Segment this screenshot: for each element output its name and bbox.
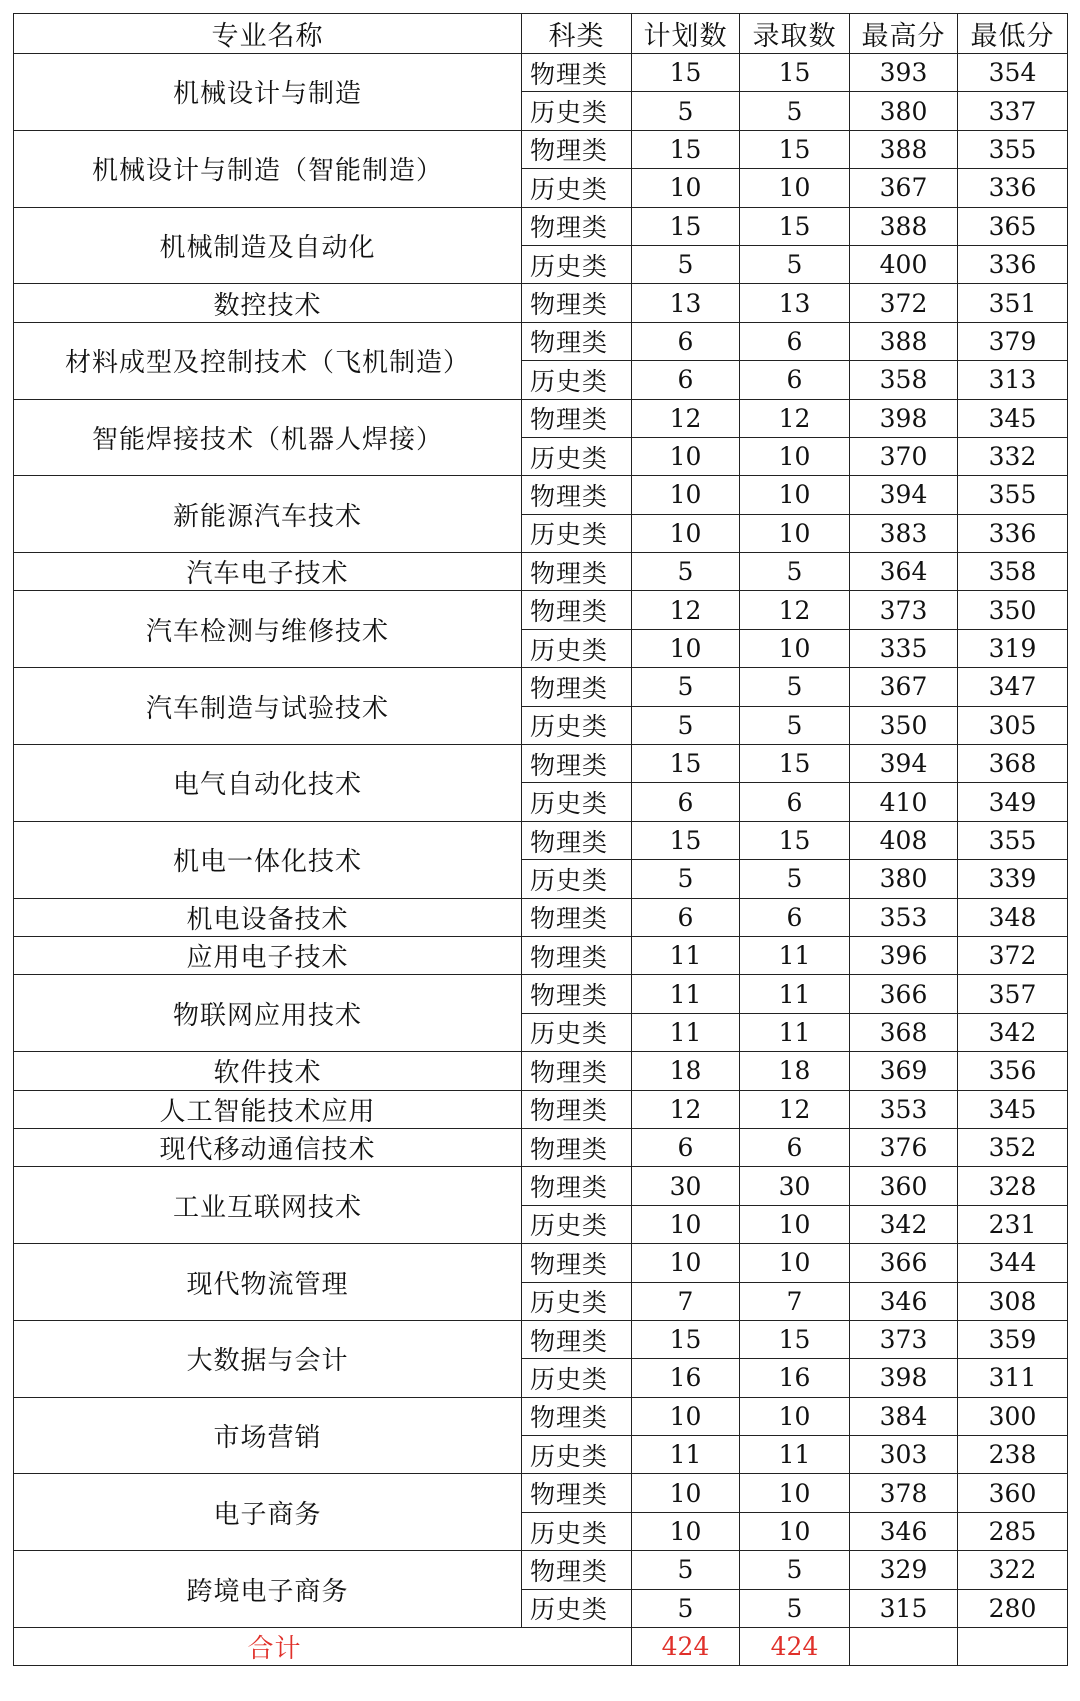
table-row <box>14 207 1068 245</box>
plan-count-cell: 6 <box>632 783 740 821</box>
header-category: 科类 <box>522 14 632 54</box>
admitted-count-cell: 12 <box>740 1090 850 1128</box>
category-cell: 历史类 <box>522 1589 632 1627</box>
max-score-cell: 315 <box>850 1589 958 1627</box>
max-score-cell: 400 <box>850 245 958 283</box>
min-score-cell: 379 <box>958 322 1068 360</box>
major-name-cell: 汽车电子技术 <box>14 553 522 591</box>
plan-count-cell: 5 <box>632 1551 740 1589</box>
admitted-count-cell: 15 <box>740 130 850 168</box>
max-score-cell: 398 <box>850 399 958 437</box>
min-score-cell: 345 <box>958 399 1068 437</box>
major-name-cell: 材料成型及控制技术（飞机制造） <box>14 322 522 399</box>
min-score-cell: 280 <box>958 1589 1068 1627</box>
plan-count-cell: 5 <box>632 706 740 744</box>
header-admitted-count: 录取数 <box>740 14 850 54</box>
category-cell: 物理类 <box>522 553 632 591</box>
major-name-cell: 机械设计与制造（智能制造） <box>14 130 522 207</box>
admitted-count-cell: 5 <box>740 860 850 898</box>
max-score-cell: 370 <box>850 437 958 475</box>
table-row <box>14 476 1068 514</box>
table-row <box>14 1551 1068 1589</box>
admitted-count-cell: 6 <box>740 783 850 821</box>
max-score-cell: 367 <box>850 668 958 706</box>
admitted-count-cell: 10 <box>740 1397 850 1435</box>
table-row <box>14 54 1068 92</box>
admitted-count-cell: 5 <box>740 92 850 130</box>
max-score-cell: 380 <box>850 860 958 898</box>
header-major-name: 专业名称 <box>14 14 522 54</box>
plan-count-cell: 12 <box>632 399 740 437</box>
table-row <box>14 1474 1068 1512</box>
max-score-cell: 408 <box>850 821 958 859</box>
total-min-empty-cell <box>958 1628 1068 1666</box>
category-cell: 物理类 <box>522 1090 632 1128</box>
plan-count-cell: 10 <box>632 629 740 667</box>
total-row <box>14 1628 1068 1666</box>
min-score-cell: 355 <box>958 476 1068 514</box>
table-row <box>14 130 1068 168</box>
major-name-cell: 大数据与会计 <box>14 1320 522 1397</box>
category-cell: 物理类 <box>522 1474 632 1512</box>
plan-count-cell: 15 <box>632 745 740 783</box>
min-score-cell: 360 <box>958 1474 1068 1512</box>
category-cell: 历史类 <box>522 629 632 667</box>
max-score-cell: 364 <box>850 553 958 591</box>
min-score-cell: 285 <box>958 1512 1068 1550</box>
min-score-cell: 351 <box>958 284 1068 322</box>
plan-count-cell: 6 <box>632 898 740 936</box>
plan-count-cell: 5 <box>632 245 740 283</box>
major-name-cell: 物联网应用技术 <box>14 975 522 1052</box>
category-cell: 物理类 <box>522 936 632 974</box>
category-cell: 物理类 <box>522 745 632 783</box>
category-cell: 物理类 <box>522 1244 632 1282</box>
admitted-count-cell: 18 <box>740 1052 850 1090</box>
max-score-cell: 329 <box>850 1551 958 1589</box>
max-score-cell: 342 <box>850 1205 958 1243</box>
max-score-cell: 372 <box>850 284 958 322</box>
category-cell: 物理类 <box>522 975 632 1013</box>
category-cell: 物理类 <box>522 1052 632 1090</box>
max-score-cell: 393 <box>850 54 958 92</box>
table-row <box>14 745 1068 783</box>
major-name-cell: 智能焊接技术（机器人焊接） <box>14 399 522 476</box>
category-cell: 历史类 <box>522 1013 632 1051</box>
min-score-cell: 328 <box>958 1167 1068 1205</box>
table-row <box>14 1090 1068 1128</box>
table-row <box>14 1397 1068 1435</box>
admitted-count-cell: 13 <box>740 284 850 322</box>
admitted-count-cell: 15 <box>740 821 850 859</box>
max-score-cell: 346 <box>850 1512 958 1550</box>
min-score-cell: 311 <box>958 1359 1068 1397</box>
admitted-count-cell: 5 <box>740 1589 850 1627</box>
min-score-cell: 350 <box>958 591 1068 629</box>
major-name-cell: 汽车检测与维修技术 <box>14 591 522 668</box>
category-cell: 历史类 <box>522 706 632 744</box>
major-name-cell: 机械制造及自动化 <box>14 207 522 284</box>
plan-count-cell: 15 <box>632 1320 740 1358</box>
major-name-cell: 市场营销 <box>14 1397 522 1474</box>
admitted-count-cell: 11 <box>740 975 850 1013</box>
admitted-count-cell: 6 <box>740 322 850 360</box>
category-cell: 历史类 <box>522 1205 632 1243</box>
total-label-cell: 合计 <box>14 1628 632 1666</box>
admitted-count-cell: 6 <box>740 1128 850 1166</box>
min-score-cell: 339 <box>958 860 1068 898</box>
min-score-cell: 342 <box>958 1013 1068 1051</box>
max-score-cell: 394 <box>850 745 958 783</box>
min-score-cell: 345 <box>958 1090 1068 1128</box>
min-score-cell: 372 <box>958 936 1068 974</box>
category-cell: 历史类 <box>522 361 632 399</box>
category-cell: 历史类 <box>522 514 632 552</box>
min-score-cell: 337 <box>958 92 1068 130</box>
admitted-count-cell: 12 <box>740 591 850 629</box>
admitted-count-cell: 10 <box>740 1474 850 1512</box>
min-score-cell: 358 <box>958 553 1068 591</box>
plan-count-cell: 12 <box>632 1090 740 1128</box>
plan-count-cell: 12 <box>632 591 740 629</box>
category-cell: 历史类 <box>522 1512 632 1550</box>
table-row <box>14 1244 1068 1282</box>
category-cell: 历史类 <box>522 92 632 130</box>
table-row <box>14 553 1068 591</box>
max-score-cell: 366 <box>850 1244 958 1282</box>
admitted-count-cell: 16 <box>740 1359 850 1397</box>
major-name-cell: 现代物流管理 <box>14 1244 522 1321</box>
category-cell: 物理类 <box>522 322 632 360</box>
plan-count-cell: 15 <box>632 821 740 859</box>
min-score-cell: 356 <box>958 1052 1068 1090</box>
total-plan-cell: 424 <box>632 1628 740 1666</box>
max-score-cell: 353 <box>850 898 958 936</box>
max-score-cell: 394 <box>850 476 958 514</box>
plan-count-cell: 10 <box>632 1397 740 1435</box>
max-score-cell: 396 <box>850 936 958 974</box>
category-cell: 历史类 <box>522 1359 632 1397</box>
plan-count-cell: 10 <box>632 1244 740 1282</box>
admitted-count-cell: 15 <box>740 745 850 783</box>
major-name-cell: 工业互联网技术 <box>14 1167 522 1244</box>
admitted-count-cell: 10 <box>740 1244 850 1282</box>
total-max-empty-cell <box>850 1628 958 1666</box>
max-score-cell: 383 <box>850 514 958 552</box>
admission-table <box>13 13 1068 1666</box>
plan-count-cell: 11 <box>632 936 740 974</box>
max-score-cell: 369 <box>850 1052 958 1090</box>
max-score-cell: 384 <box>850 1397 958 1435</box>
admitted-count-cell: 10 <box>740 476 850 514</box>
category-cell: 物理类 <box>522 1167 632 1205</box>
plan-count-cell: 5 <box>632 1589 740 1627</box>
max-score-cell: 410 <box>850 783 958 821</box>
min-score-cell: 336 <box>958 245 1068 283</box>
max-score-cell: 388 <box>850 322 958 360</box>
major-name-cell: 新能源汽车技术 <box>14 476 522 553</box>
category-cell: 物理类 <box>522 821 632 859</box>
min-score-cell: 365 <box>958 207 1068 245</box>
category-cell: 历史类 <box>522 437 632 475</box>
min-score-cell: 336 <box>958 169 1068 207</box>
plan-count-cell: 18 <box>632 1052 740 1090</box>
admission-table-container <box>13 13 1067 1666</box>
header-min-score: 最低分 <box>958 14 1068 54</box>
min-score-cell: 238 <box>958 1436 1068 1474</box>
max-score-cell: 398 <box>850 1359 958 1397</box>
major-name-cell: 软件技术 <box>14 1052 522 1090</box>
max-score-cell: 358 <box>850 361 958 399</box>
table-row <box>14 591 1068 629</box>
major-name-cell: 电子商务 <box>14 1474 522 1551</box>
admitted-count-cell: 10 <box>740 629 850 667</box>
table-row <box>14 284 1068 322</box>
min-score-cell: 355 <box>958 821 1068 859</box>
plan-count-cell: 15 <box>632 207 740 245</box>
min-score-cell: 368 <box>958 745 1068 783</box>
plan-count-cell: 11 <box>632 975 740 1013</box>
admitted-count-cell: 6 <box>740 898 850 936</box>
min-score-cell: 305 <box>958 706 1068 744</box>
min-score-cell: 359 <box>958 1320 1068 1358</box>
major-name-cell: 机电一体化技术 <box>14 821 522 898</box>
max-score-cell: 335 <box>850 629 958 667</box>
table-body <box>14 54 1068 1666</box>
plan-count-cell: 15 <box>632 54 740 92</box>
admitted-count-cell: 5 <box>740 1551 850 1589</box>
plan-count-cell: 13 <box>632 284 740 322</box>
plan-count-cell: 15 <box>632 130 740 168</box>
major-name-cell: 汽车制造与试验技术 <box>14 668 522 745</box>
plan-count-cell: 10 <box>632 169 740 207</box>
major-name-cell: 跨境电子商务 <box>14 1551 522 1628</box>
category-cell: 物理类 <box>522 1397 632 1435</box>
min-score-cell: 347 <box>958 668 1068 706</box>
min-score-cell: 344 <box>958 1244 1068 1282</box>
category-cell: 物理类 <box>522 130 632 168</box>
admitted-count-cell: 10 <box>740 1205 850 1243</box>
admitted-count-cell: 11 <box>740 1436 850 1474</box>
max-score-cell: 373 <box>850 1320 958 1358</box>
max-score-cell: 366 <box>850 975 958 1013</box>
table-row <box>14 975 1068 1013</box>
admitted-count-cell: 5 <box>740 668 850 706</box>
major-name-cell: 电气自动化技术 <box>14 745 522 822</box>
max-score-cell: 376 <box>850 1128 958 1166</box>
table-row <box>14 399 1068 437</box>
max-score-cell: 373 <box>850 591 958 629</box>
max-score-cell: 303 <box>850 1436 958 1474</box>
major-name-cell: 机械设计与制造 <box>14 54 522 131</box>
category-cell: 物理类 <box>522 284 632 322</box>
category-cell: 物理类 <box>522 54 632 92</box>
category-cell: 历史类 <box>522 783 632 821</box>
category-cell: 物理类 <box>522 1320 632 1358</box>
plan-count-cell: 10 <box>632 476 740 514</box>
admitted-count-cell: 15 <box>740 207 850 245</box>
category-cell: 物理类 <box>522 476 632 514</box>
plan-count-cell: 11 <box>632 1013 740 1051</box>
admitted-count-cell: 5 <box>740 245 850 283</box>
admitted-count-cell: 7 <box>740 1282 850 1320</box>
category-cell: 物理类 <box>522 591 632 629</box>
category-cell: 物理类 <box>522 668 632 706</box>
admitted-count-cell: 10 <box>740 437 850 475</box>
major-name-cell: 人工智能技术应用 <box>14 1090 522 1128</box>
min-score-cell: 332 <box>958 437 1068 475</box>
major-name-cell: 机电设备技术 <box>14 898 522 936</box>
table-row <box>14 1128 1068 1166</box>
min-score-cell: 231 <box>958 1205 1068 1243</box>
min-score-cell: 348 <box>958 898 1068 936</box>
plan-count-cell: 16 <box>632 1359 740 1397</box>
plan-count-cell: 10 <box>632 1205 740 1243</box>
category-cell: 物理类 <box>522 898 632 936</box>
category-cell: 物理类 <box>522 207 632 245</box>
admitted-count-cell: 12 <box>740 399 850 437</box>
table-row <box>14 668 1068 706</box>
max-score-cell: 350 <box>850 706 958 744</box>
admitted-count-cell: 11 <box>740 1013 850 1051</box>
table-row <box>14 936 1068 974</box>
max-score-cell: 368 <box>850 1013 958 1051</box>
max-score-cell: 388 <box>850 130 958 168</box>
max-score-cell: 367 <box>850 169 958 207</box>
header-plan-count: 计划数 <box>632 14 740 54</box>
admitted-count-cell: 10 <box>740 1512 850 1550</box>
plan-count-cell: 6 <box>632 322 740 360</box>
category-cell: 物理类 <box>522 399 632 437</box>
major-name-cell: 应用电子技术 <box>14 936 522 974</box>
total-admitted-cell: 424 <box>740 1628 850 1666</box>
min-score-cell: 322 <box>958 1551 1068 1589</box>
major-name-cell: 数控技术 <box>14 284 522 322</box>
plan-count-cell: 10 <box>632 1512 740 1550</box>
admitted-count-cell: 10 <box>740 514 850 552</box>
max-score-cell: 360 <box>850 1167 958 1205</box>
plan-count-cell: 5 <box>632 92 740 130</box>
min-score-cell: 352 <box>958 1128 1068 1166</box>
admitted-count-cell: 11 <box>740 936 850 974</box>
admitted-count-cell: 15 <box>740 1320 850 1358</box>
table-row <box>14 1167 1068 1205</box>
plan-count-cell: 11 <box>632 1436 740 1474</box>
plan-count-cell: 10 <box>632 514 740 552</box>
plan-count-cell: 7 <box>632 1282 740 1320</box>
plan-count-cell: 10 <box>632 1474 740 1512</box>
plan-count-cell: 6 <box>632 1128 740 1166</box>
admitted-count-cell: 6 <box>740 361 850 399</box>
min-score-cell: 336 <box>958 514 1068 552</box>
admitted-count-cell: 5 <box>740 553 850 591</box>
min-score-cell: 313 <box>958 361 1068 399</box>
max-score-cell: 380 <box>850 92 958 130</box>
plan-count-cell: 5 <box>632 860 740 898</box>
category-cell: 历史类 <box>522 1436 632 1474</box>
max-score-cell: 378 <box>850 1474 958 1512</box>
min-score-cell: 319 <box>958 629 1068 667</box>
category-cell: 物理类 <box>522 1128 632 1166</box>
table-header-row <box>14 14 1068 54</box>
category-cell: 历史类 <box>522 1282 632 1320</box>
header-max-score: 最高分 <box>850 14 958 54</box>
category-cell: 历史类 <box>522 169 632 207</box>
max-score-cell: 353 <box>850 1090 958 1128</box>
plan-count-cell: 5 <box>632 553 740 591</box>
plan-count-cell: 6 <box>632 361 740 399</box>
category-cell: 历史类 <box>522 245 632 283</box>
min-score-cell: 308 <box>958 1282 1068 1320</box>
table-row <box>14 1052 1068 1090</box>
plan-count-cell: 30 <box>632 1167 740 1205</box>
admitted-count-cell: 15 <box>740 54 850 92</box>
min-score-cell: 300 <box>958 1397 1068 1435</box>
table-row <box>14 821 1068 859</box>
admitted-count-cell: 5 <box>740 706 850 744</box>
table-row <box>14 322 1068 360</box>
max-score-cell: 388 <box>850 207 958 245</box>
table-row <box>14 1320 1068 1358</box>
min-score-cell: 355 <box>958 130 1068 168</box>
min-score-cell: 357 <box>958 975 1068 1013</box>
plan-count-cell: 5 <box>632 668 740 706</box>
plan-count-cell: 10 <box>632 437 740 475</box>
category-cell: 物理类 <box>522 1551 632 1589</box>
admitted-count-cell: 30 <box>740 1167 850 1205</box>
major-name-cell: 现代移动通信技术 <box>14 1128 522 1166</box>
category-cell: 历史类 <box>522 860 632 898</box>
min-score-cell: 349 <box>958 783 1068 821</box>
admitted-count-cell: 10 <box>740 169 850 207</box>
table-row <box>14 898 1068 936</box>
max-score-cell: 346 <box>850 1282 958 1320</box>
min-score-cell: 354 <box>958 54 1068 92</box>
